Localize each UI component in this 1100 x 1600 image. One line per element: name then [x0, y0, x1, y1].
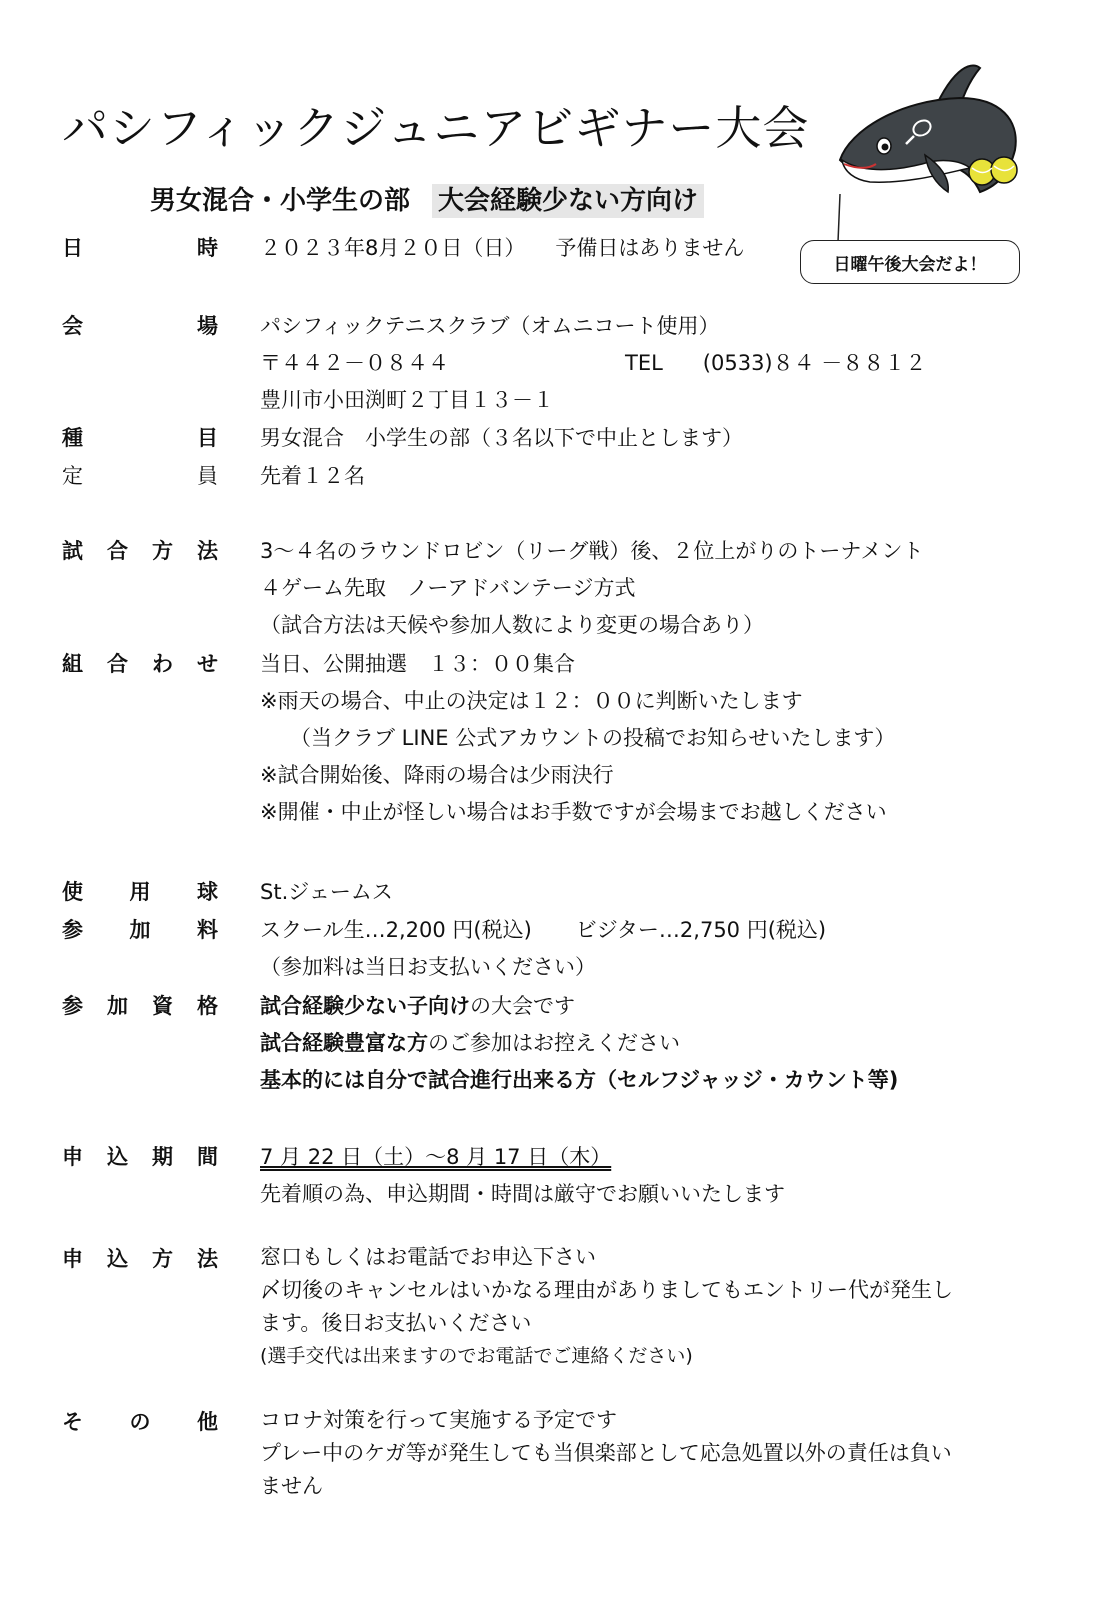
label-ball: 使 用 球 — [62, 880, 218, 904]
tel-label: TEL — [625, 351, 663, 375]
ball-text: St.ジェームス — [260, 880, 393, 904]
match-line: （試合方法は天候や参加人数により変更の場合あり） — [260, 613, 764, 637]
draw-line: （当クラブ LINE 公式アカウントの投稿でお知らせいたします） — [290, 726, 896, 750]
method-line: 〆切後のキャンセルはいかなる理由がありましてもエントリー代が発生します。後日お支払いください — [260, 1278, 953, 1335]
draw-line: ※開催・中止が怪しい場合はお手数ですが会場までお越しください — [260, 800, 887, 824]
other-line: プレー中のケガ等が発生しても当倶楽部として応急処置以外の責任は負いません — [260, 1441, 952, 1498]
other-line: コロナ対策を行って実施する予定です — [260, 1408, 617, 1432]
label-other: そ の 他 — [62, 1410, 218, 1434]
speech-bubble: 日曜午後大会だよ！ — [800, 240, 1020, 284]
tel-number: (0533)８４ －８８１２ — [702, 351, 927, 375]
label-qualification: 参 加 資 格 — [62, 994, 218, 1018]
venue-postal: 〒４４２－０８４４ — [260, 351, 449, 375]
period-note: 先着順の為、申込期間・時間は厳守でお願いいたします — [260, 1182, 785, 1206]
label-capacity: 定 員 — [62, 464, 218, 488]
qualification-bold: 試合経験豊富な方 — [260, 1031, 428, 1055]
label-fee: 参 加 料 — [62, 918, 218, 942]
page-title: パシフィックジュニアビギナー大会 — [62, 101, 810, 155]
label-match: 試 合 方 法 — [62, 539, 218, 563]
method-line: 窓口もしくはお電話でお申込下さい — [260, 1245, 596, 1269]
subtitle — [150, 180, 704, 217]
capacity-text: 先着１２名 — [260, 464, 365, 488]
label-datetime: 日 時 — [62, 236, 218, 260]
venue-address: 豊川市小田渕町２丁目１３－１ — [260, 388, 554, 412]
event-text: 男女混合 小学生の部（３名以下で中止とします） — [260, 426, 743, 450]
match-line: 3～４名のラウンドロビン（リーグ戦）後、２位上がりのトーナメント — [260, 539, 924, 563]
draw-line: 当日、公開抽選 １３：００集合 — [260, 652, 575, 676]
fee-visitor: ビジター…2,750 円(税込) — [575, 918, 827, 942]
subtitle-highlight: 大会経験少ない方向け — [432, 184, 704, 218]
label-draw: 組 合 わ せ — [62, 652, 218, 676]
label-method: 申 込 方 法 — [62, 1247, 218, 1271]
spare-day-note: 予備日はありません — [555, 236, 745, 260]
label-venue: 会 場 — [62, 314, 218, 338]
event-date: ２０２３年8月２０日（日） — [260, 236, 526, 260]
subtitle-main: 男女混合・小学生の部 — [150, 186, 411, 216]
fee-note: （参加料は当日お支払いください） — [260, 955, 596, 979]
label-event: 種 目 — [62, 426, 218, 450]
qualification-line: 基本的には自分で試合進行出来る方（セルフジャッジ・カウント等) — [260, 1068, 899, 1092]
method-line: (選手交代は出来ますのでお電話でご連絡ください) — [260, 1345, 693, 1367]
venue-name: パシフィックテニスクラブ（オムニコート使用） — [260, 314, 720, 338]
label-period: 申 込 期 間 — [62, 1145, 218, 1169]
qualification-bold: 試合経験少ない子向け — [260, 994, 470, 1018]
draw-line: ※雨天の場合、中止の決定は１２：００に判断いたします — [260, 689, 803, 713]
orca-mascot-icon — [830, 60, 1030, 200]
draw-line: ※試合開始後、降雨の場合は少雨決行 — [260, 763, 614, 787]
period-dates: 7 月 22 日（土）～8 月 17 日（木） — [260, 1145, 612, 1169]
match-line: ４ゲーム先取 ノーアドバンテージ方式 — [260, 576, 636, 600]
fee-school: スクール生…2,200 円(税込) — [260, 918, 532, 942]
